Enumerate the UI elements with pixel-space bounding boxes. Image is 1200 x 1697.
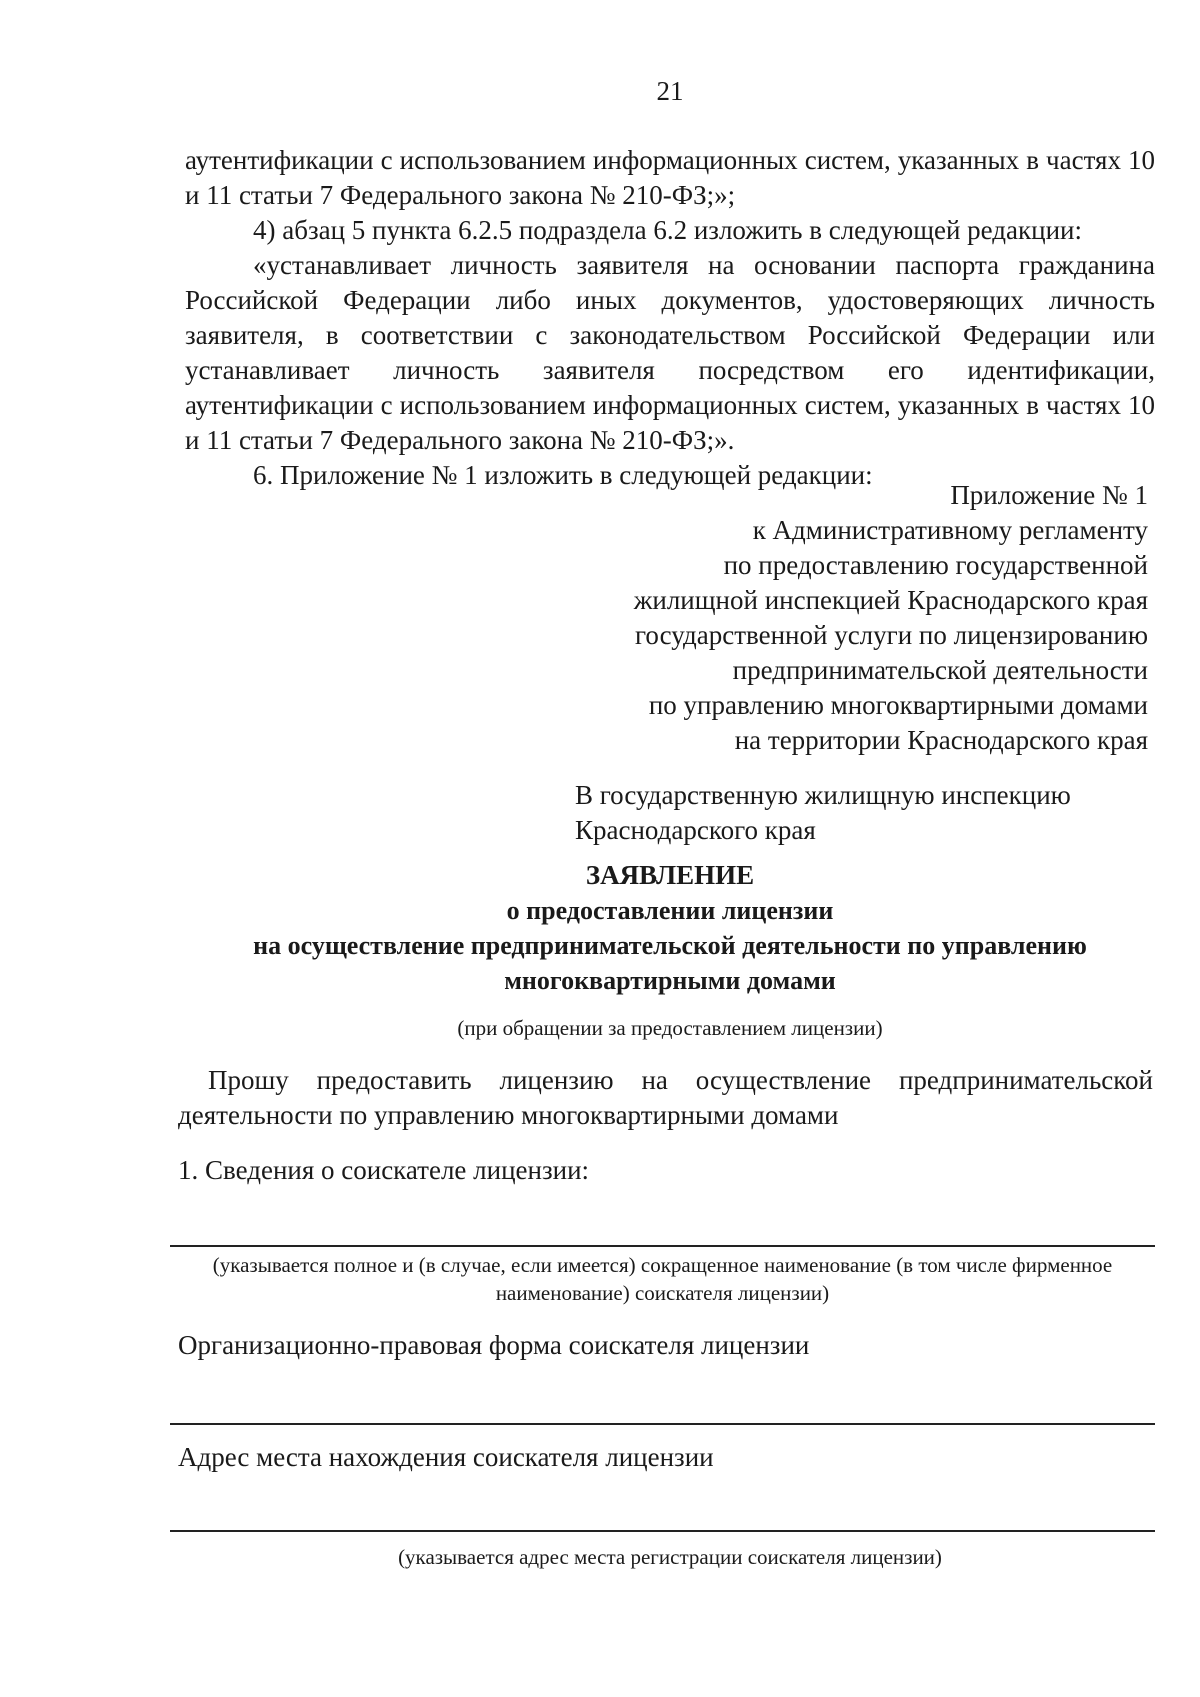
- amendment-text: [185, 143, 1155, 493]
- address-note: (указывается адрес места регистрации соискателя лицензии): [398, 1545, 942, 1569]
- page-number: 21: [656, 76, 684, 106]
- addressee: [575, 778, 1071, 848]
- org-form-label: Организационно-правовая форма соискателя лицензии: [178, 1330, 810, 1360]
- appendix-line: на территории Краснодарского края: [734, 725, 1148, 755]
- title-line: на осуществление предпринимательской деятельности по управлению: [253, 931, 1087, 960]
- appendix-line: государственной услуги по лицензированию: [635, 620, 1148, 650]
- paragraph-2: 4) абзац 5 пункта 6.2.5 подраздела 6.2 изложить в следующей редакции:: [253, 215, 1082, 245]
- request-paragraph: Прошу предоставить лицензию на осуществление предпринимательской деятельности по управлению многоквартирными домами: [178, 1065, 1153, 1130]
- application-title: [130, 858, 1200, 998]
- applicant-name-field-line[interactable]: [170, 1245, 1155, 1247]
- address-label: Адрес места нахождения соискателя лицензии: [178, 1442, 714, 1472]
- title-line: многоквартирными домами: [504, 966, 836, 995]
- appendix-line: предпринимательской деятельности: [732, 655, 1148, 685]
- address-field-line[interactable]: [170, 1530, 1155, 1532]
- addressee-line: Краснодарского края: [575, 815, 816, 845]
- paragraph-4: 6. Приложение № 1 изложить в следующей редакции:: [253, 460, 873, 490]
- appendix-line: по управлению многоквартирными домами: [648, 690, 1148, 720]
- appendix-line: по предоставлению государственной: [723, 550, 1148, 580]
- addressee-line: В государственную жилищную инспекцию: [575, 780, 1071, 810]
- paragraph-3: «устанавливает личность заявителя на основании паспорта гражданина Российской Федерации либо иных документов, удостоверяющих личность заявителя, в соответствии с законодательством Российской Федерации или устанавливает личность заявителя посредством его идентификации, аутентификации с использованием информационных систем, указанных в частях 10 и 11 статьи 7 Федерального закона № 210-ФЗ;».: [185, 250, 1155, 455]
- appendix-line: жилищной инспекцией Краснодарского края: [633, 585, 1148, 615]
- appendix-header: [448, 478, 1148, 758]
- section-1-label: 1. Сведения о соискателе лицензии:: [178, 1155, 590, 1185]
- applicant-name-note: (указывается полное и (в случае, если имеется) сокращенное наименование (в том числе фирменное наименование) соискателя лицензии): [212, 1253, 1113, 1305]
- request-text: [178, 1063, 1153, 1133]
- title-note: (при обращении за предоставлением лицензии): [457, 1016, 883, 1040]
- appendix-line: к Административному регламенту: [752, 515, 1148, 545]
- title-line: о предоставлении лицензии: [506, 896, 834, 925]
- paragraph-1: аутентификации с использованием информационных систем, указанных в частях 10 и 11 статьи 7 Федерального закона № 210-ФЗ;»;: [185, 145, 1155, 210]
- appendix-line: Приложение № 1: [950, 480, 1148, 510]
- title-main: ЗАЯВЛЕНИЕ: [585, 860, 755, 890]
- org-form-field-line[interactable]: [170, 1423, 1155, 1425]
